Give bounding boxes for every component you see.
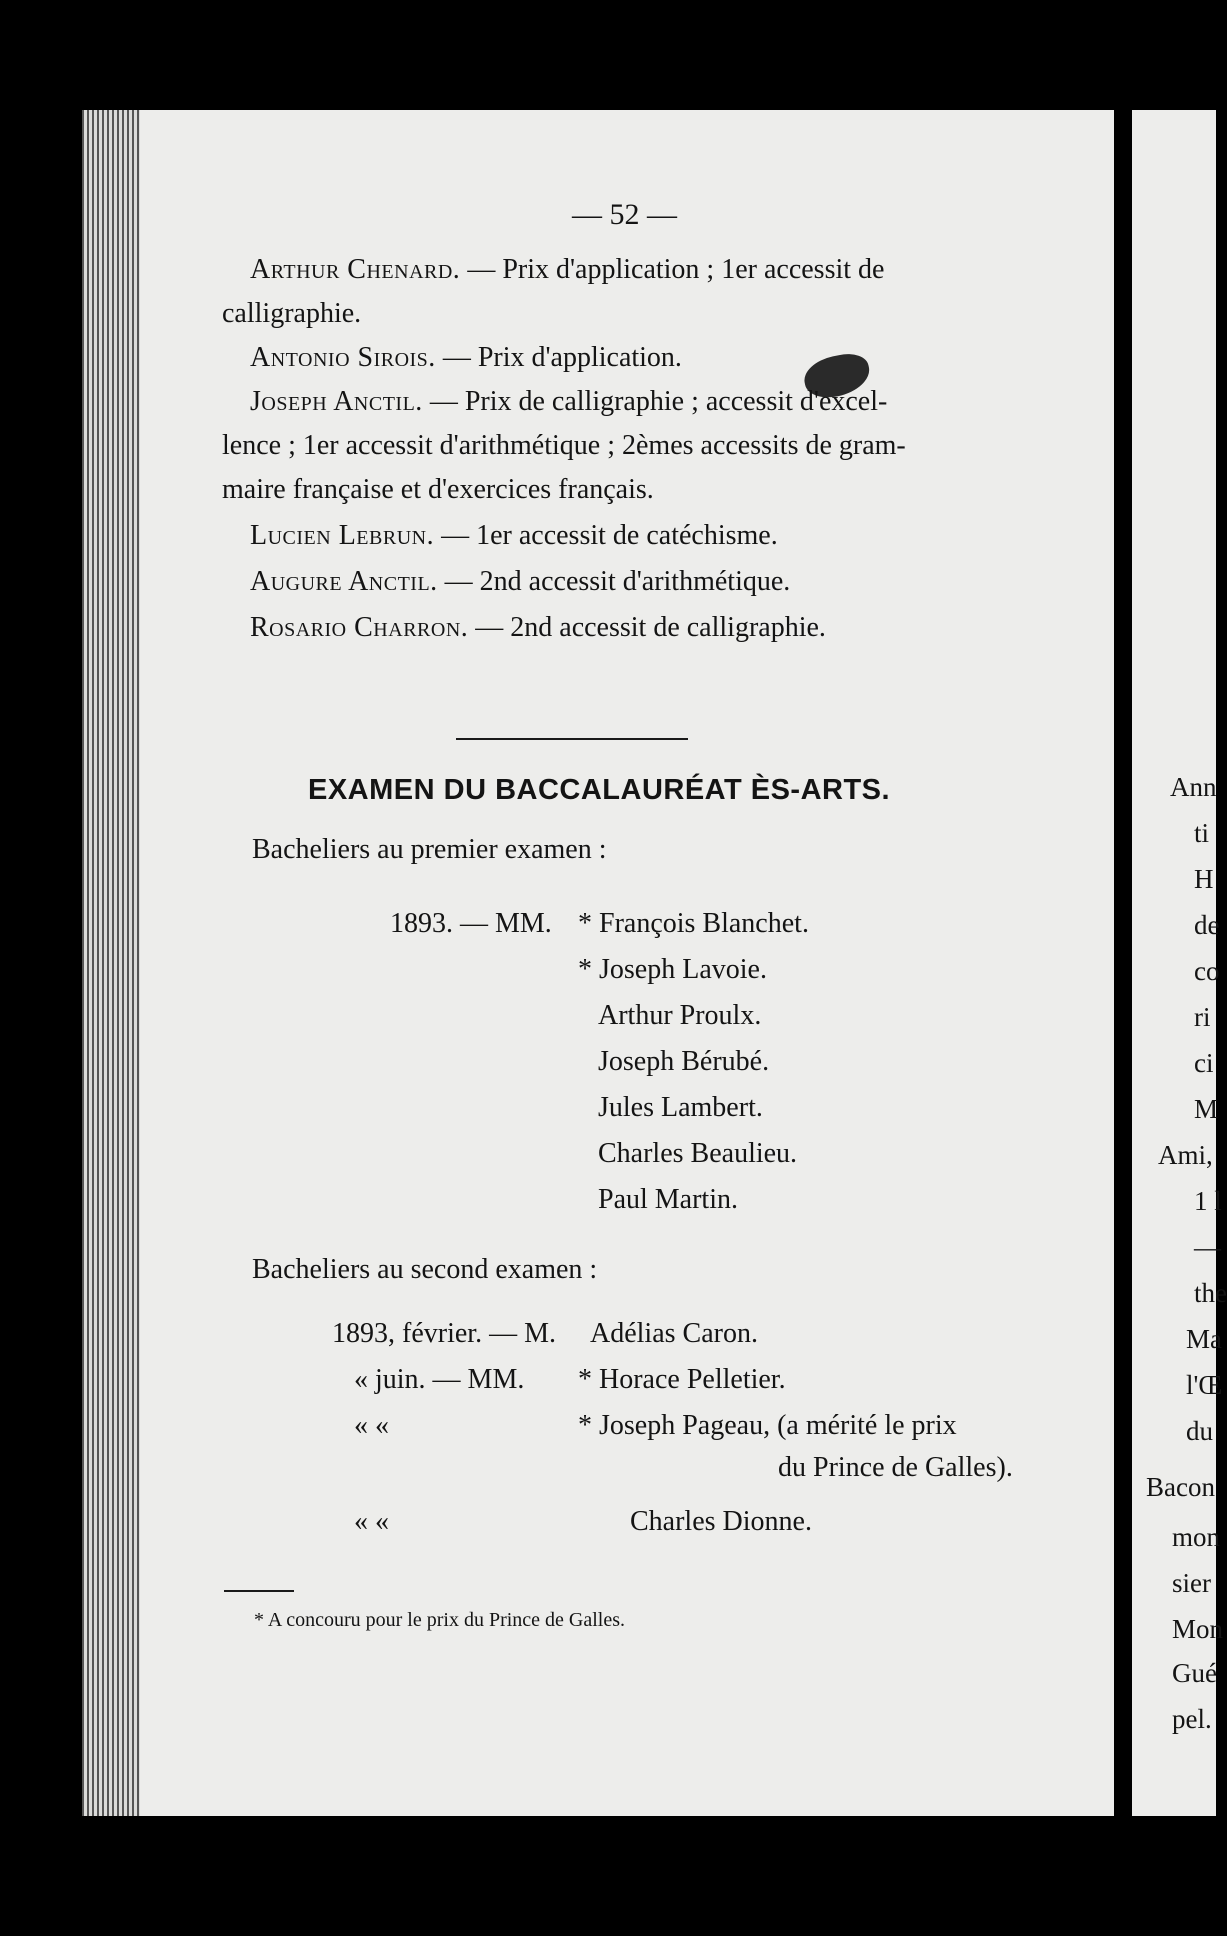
entry-1-line-1 [250,256,884,284]
first-exam-name-7: Paul Martin. [598,1184,738,1215]
entry-5-line-1 [250,568,790,596]
adjacent-fragment: sier [1172,1568,1211,1598]
entry-1-text: — Prix d'application ; 1er accessit de [467,254,885,285]
adjacent-fragment: du [1186,1416,1213,1446]
section-heading: EXAMEN DU BACCALAURÉAT ÈS-ARTS. [308,774,891,806]
separator-rule [456,738,688,740]
entry-3-line-2: lence ; 1er accessit d'arithmétique ; 2èmes accessits de gram- [222,430,906,461]
entry-1-name: Arthur Chenard. [250,254,461,285]
page-number: — 52 — [572,198,677,231]
adjacent-fragment: H [1194,864,1214,894]
adjacent-fragment: ci [1194,1048,1214,1078]
first-exam-name-3: Arthur Proulx. [598,1000,762,1031]
first-exam-name-1: * François Blanchet. [578,908,809,939]
adjacent-fragment: Bacon [1146,1472,1215,1502]
entry-1-line-2: calligraphie. [222,298,362,329]
first-exam-year: 1893. — MM. [390,908,552,939]
first-exam-label: Bacheliers au premier examen : [252,834,607,865]
adjacent-fragment: — [1194,1232,1221,1262]
adjacent-fragment: Ma [1186,1324,1222,1354]
adjacent-fragment: ti [1194,818,1210,848]
entry-2-name: Antonio Sirois. [250,342,436,373]
adjacent-fragment: 1 l [1194,1186,1222,1216]
second-exam-row-2-prefix: « juin. — MM. [354,1364,525,1395]
page-gutter [1120,110,1132,1816]
second-exam-row-5-name: Charles Dionne. [630,1506,812,1537]
second-exam-row-2-name: * Horace Pelletier. [578,1364,786,1395]
second-exam-row-5-prefix: « « [354,1506,389,1537]
adjacent-fragment: Mon [1172,1614,1224,1644]
adjacent-fragment: l'Œ [1186,1370,1223,1400]
entry-5-name: Augure Anctil. [250,566,438,597]
footnote: * A concouru pour le prix du Prince de Galles. [254,1609,626,1631]
adjacent-fragment: the [1194,1278,1227,1308]
second-exam-label: Bacheliers au second examen : [252,1254,598,1285]
adjacent-fragment: co [1194,956,1220,986]
entry-6-name: Rosario Charron. [250,612,469,643]
entry-3-line-3: maire française et d'exercices français. [222,474,654,505]
first-exam-name-4: Joseph Bérubé. [598,1046,770,1077]
adjacent-fragment: de [1194,910,1220,940]
adjacent-fragment: mon [1172,1522,1221,1552]
entry-3-line-1 [250,388,887,416]
first-exam-name-6: Charles Beaulieu. [598,1138,798,1169]
adjacent-fragment: Gué [1172,1658,1217,1688]
entry-3-name: Joseph Anctil. [250,386,423,417]
entry-2-text: — Prix d'application. [442,342,682,373]
adjacent-fragment: pel. [1172,1704,1212,1734]
adjacent-page [1120,110,1227,1816]
entry-6-line-1 [250,614,826,642]
second-exam-row-1-prefix: 1893, février. — M. [332,1318,556,1349]
entry-5-text: — 2nd accessit d'arithmétique. [444,566,791,597]
adjacent-fragment: ri [1194,1002,1211,1032]
document-page [82,110,1114,1816]
page-binding-edge [82,110,140,1816]
adjacent-fragment: Ann [1170,772,1217,802]
first-exam-name-5: Jules Lambert. [598,1092,763,1123]
entry-4-text: — 1er accessit de catéchisme. [441,520,778,551]
adjacent-fragment: Ami, [1158,1140,1213,1170]
footnote-rule [224,1590,294,1592]
second-exam-row-3-name: * Joseph Pageau, (a mérité le prix [578,1410,957,1441]
entry-3-text: — Prix de calligraphie ; accessit d'excel- [429,386,888,417]
entry-6-text: — 2nd accessit de calligraphie. [475,612,826,643]
adjacent-fragment: M [1194,1094,1219,1124]
second-exam-row-3-prefix: « « [354,1410,389,1441]
first-exam-name-2: * Joseph Lavoie. [578,954,767,985]
entry-4-name: Lucien Lebrun. [250,520,435,551]
second-exam-row-1-name: Adélias Caron. [590,1318,758,1349]
entry-2-line-1 [250,344,682,372]
second-exam-row-4-name: du Prince de Galles). [778,1452,1013,1483]
entry-4-line-1 [250,522,778,550]
